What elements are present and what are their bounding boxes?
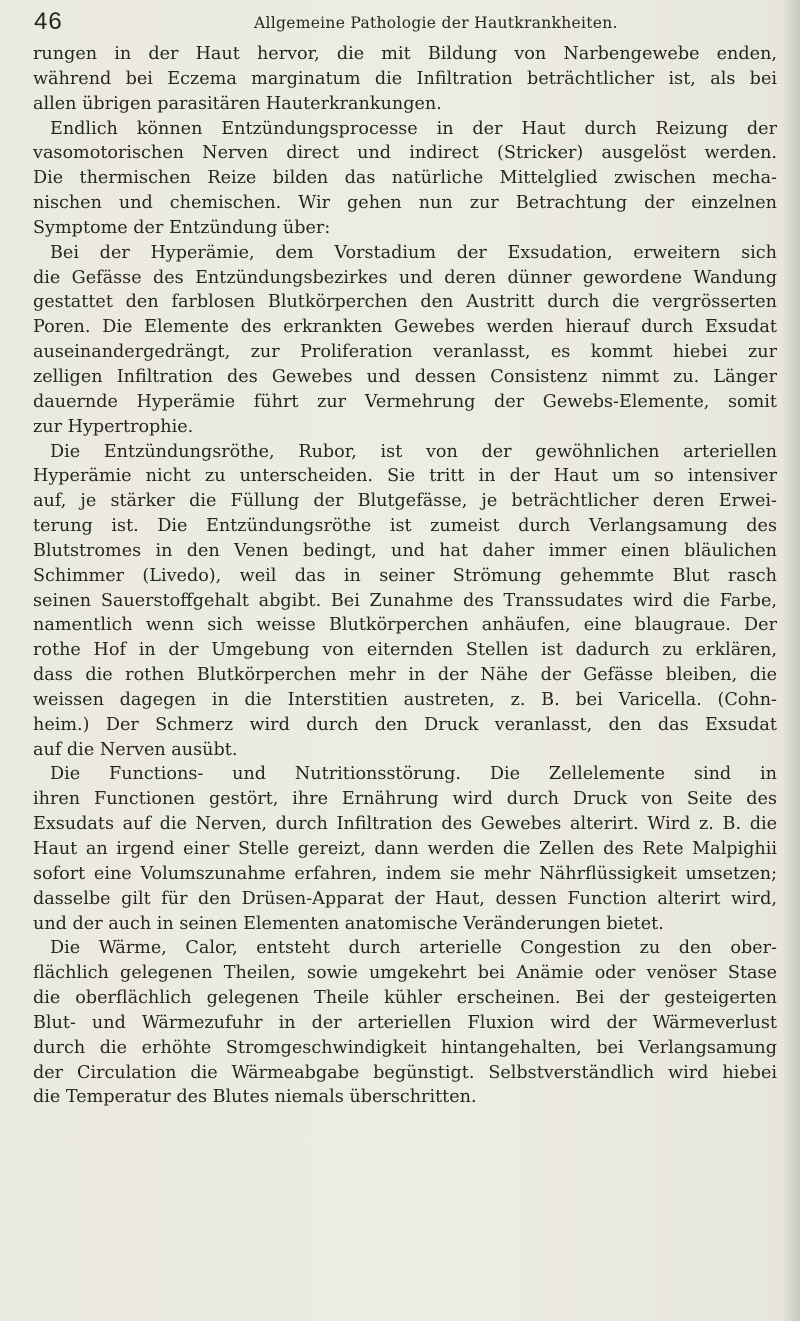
text-line: heim.) Der Schmerz wird durch den Druck veranlasst, den das Exsudat — [33, 714, 777, 735]
text-line: die oberflächlich gelegenen Theile kühler erscheinen. Bei der gesteigerten — [33, 988, 777, 1009]
text-line: durch die erhöhte Stromgeschwindigkeit hintangehalten, bei Verlangsamung — [33, 1037, 777, 1058]
text-line: seinen Sauerstoffgehalt abgibt. Bei Zunahme des Transsudates wird die Farbe, — [33, 590, 777, 611]
text-line: Bei der Hyperämie, dem Vorstadium der Exsudation, erweitern sich — [50, 242, 777, 263]
text-line: Exsudats auf die Nerven, durch Infiltration des Gewebes alterirt. Wird z. B. die — [33, 814, 777, 835]
text-line: vasomotorischen Nerven direct und indirect (Stricker) ausgelöst werden. — [33, 143, 777, 164]
text-line: Blutstromes in den Venen bedingt, und hat daher immer einen bläulichen — [33, 540, 777, 561]
text-line: dasselbe gilt für den Drüsen-Apparat der Haut, dessen Function alterirt wird, — [33, 888, 777, 909]
text-line: auseinandergedrängt, zur Proliferation veranlasst, es kommt hiebei zur — [33, 342, 777, 363]
text-line: Endlich können Entzündungsprocesse in der Haut durch Reizung der — [50, 118, 777, 139]
text-line: rothe Hof in der Umgebung von eiternden Stellen ist dadurch zu erklären, — [33, 640, 777, 661]
text-line: Poren. Die Elemente des erkrankten Gewebes werden hierauf durch Exsudat — [33, 317, 777, 338]
text-line: dass die rothen Blutkörperchen mehr in der Nähe der Gefässe bleiben, die — [33, 665, 777, 686]
text-line: auf die Nerven ausübt. — [33, 739, 238, 760]
text-line: zur Hypertrophie. — [33, 416, 194, 437]
text-line: während bei Eczema marginatum die Infiltration beträchtlicher ist, als bei — [33, 68, 777, 89]
text-line: dauernde Hyperämie führt zur Vermehrung der Gewebs-Elemente, somit — [33, 391, 777, 412]
text-line: die Gefässe des Entzündungsbezirkes und deren dünner gewordene Wandung — [33, 267, 777, 288]
text-line: allen übrigen parasitären Hauterkrankungen. — [33, 93, 442, 114]
text-line: ihren Functionen gestört, ihre Ernährung wird durch Druck von Seite des — [33, 789, 777, 810]
page-number: 46 — [34, 8, 63, 35]
text-line: zelligen Infiltration des Gewebes und dessen Consistenz nimmt zu. Länger — [33, 366, 777, 387]
text-line: Hyperämie nicht zu unterscheiden. Sie tritt in der Haut um so intensiver — [33, 466, 777, 487]
text-line: Symptome der Entzündung über: — [33, 217, 331, 238]
text-line: rungen in der Haut hervor, die mit Bildung von Narbengewebe enden, — [33, 44, 777, 64]
text-line: namentlich wenn sich weisse Blutkörperchen anhäufen, eine blaugraue. Der — [33, 615, 777, 636]
running-header — [34, 8, 754, 40]
text-line: nischen und chemischen. Wir gehen nun zur Betrachtung der einzelnen — [33, 193, 777, 214]
text-line: Schimmer (Livedo), weil das in seiner Strömung gehemmte Blut rasch — [33, 565, 777, 586]
text-line: Die Functions- und Nutritionsstörung. Die Zellelemente sind in — [50, 764, 777, 785]
text-line: gestattet den farblosen Blutkörperchen den Austritt durch die vergrösserten — [33, 292, 777, 313]
text-line: Haut an irgend einer Stelle gereizt, dann werden die Zellen des Rete Malpighii — [33, 839, 777, 859]
text-line: Die Wärme, Calor, entsteht durch arterielle Congestion zu den ober- — [50, 938, 777, 959]
text-line: Die thermischen Reize bilden das natürliche Mittelglied zwischen mecha- — [33, 168, 777, 189]
text-line: flächlich gelegenen Theilen, sowie umgekehrt bei Anämie oder venöser Stase — [33, 963, 777, 984]
text-line: auf, je stärker die Füllung der Blutgefässe, je beträchtlicher deren Erwei- — [33, 491, 777, 512]
text-line: und der auch in seinen Elementen anatomische Veränderungen bietet. — [33, 913, 664, 934]
text-line: weissen dagegen in die Interstitien austreten, z. B. bei Varicella. (Cohn- — [33, 689, 777, 710]
text-line: sofort eine Volumszunahme erfahren, indem sie mehr Nährflüssigkeit umsetzen; — [33, 863, 777, 884]
text-line: terung ist. Die Entzündungsröthe ist zumeist durch Verlangsamung des — [33, 516, 777, 537]
text-line: die Temperatur des Blutes niemals überschritten. — [33, 1087, 477, 1108]
page-edge-shadow — [782, 0, 800, 1321]
body-text — [33, 42, 777, 1110]
text-line: Die Entzündungsröthe, Rubor, ist von der gewöhnlichen arteriellen — [50, 441, 777, 462]
text-line: der Circulation die Wärmeabgabe begünstigt. Selbstverständlich wird hiebei — [33, 1062, 777, 1083]
running-title: Allgemeine Pathologie der Hautkrankheiten. — [254, 14, 618, 32]
text-line: Blut- und Wärmezufuhr in der arteriellen Fluxion wird der Wärmeverlust — [33, 1012, 777, 1033]
